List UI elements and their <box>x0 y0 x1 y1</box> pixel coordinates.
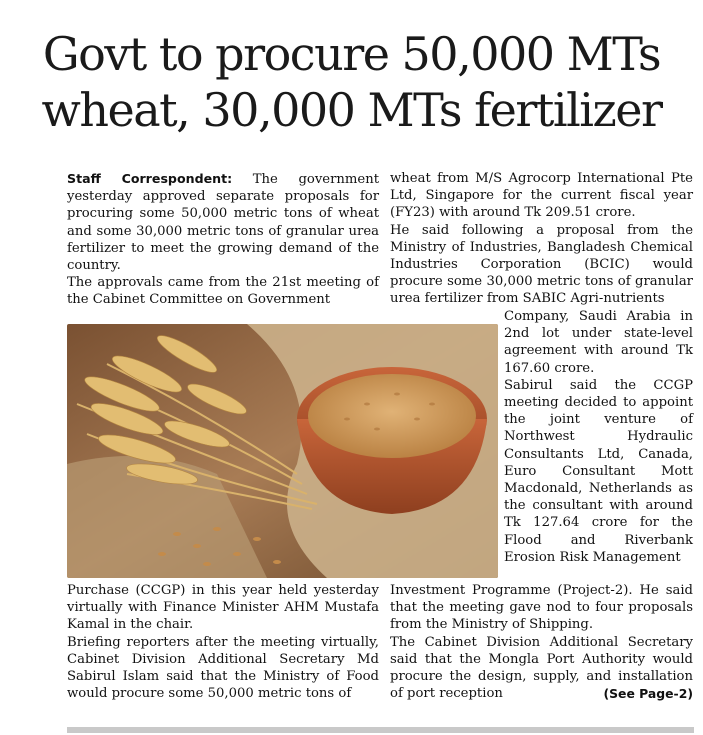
column-2-bottom <box>390 582 693 702</box>
headline <box>0 26 703 138</box>
paragraph-fertilizer-cont: Company, Saudi Arabia in 2nd lot under state-level agreement with around Tk 167.60 crore. <box>504 309 693 376</box>
wheat-bowl-icon <box>67 324 498 578</box>
paragraph-approvals-cont: Purchase (CCGP) in this year held yesterday virtually with Finance Minister AHM Mustafa Kamal in the chair. <box>67 583 379 633</box>
column-1-top <box>67 170 379 309</box>
mongla-text: The Cabinet Division Additional Secretary said that the Mongla Port Authority would procure the design, supply, and installation of port reception <box>390 634 693 702</box>
column-2-top <box>390 170 693 308</box>
see-page-link[interactable]: (See Page-2) <box>603 686 693 702</box>
paragraph-mongla <box>390 634 693 703</box>
headline-line-1: Govt to procure 50,000 MTs <box>42 27 661 81</box>
column-2-beside-photo <box>504 308 693 566</box>
paragraph-briefing: Briefing reporters after the meeting virtually, Cabinet Division Additional Secretary Md Sabirul Islam said that the Ministry of Food would procure some 50,000 metric tons of <box>67 634 379 702</box>
paragraph-approvals-start: The approvals came from the 21st meeting of the Cabinet Committee on Government <box>67 275 379 308</box>
paragraph-consultant: Sabirul said the CCGP meeting decided to appoint the joint venture of Northwest Hydraulic Consultants Ltd, Canada, Euro Consultant Mott Macdonald, Netherlands as the consultant with around Tk 127.64 crore for the Flood and Riverbank Erosion Risk Management <box>504 377 693 565</box>
paragraph-fertilizer-start: He said following a proposal from the Ministry of Industries, Bangladesh Chemical Industries Corporation (BCIC) would procure some 30,000 metric tons of granular urea fertilizer from SABIC Agri-nutrients <box>390 222 693 307</box>
paragraph-wheat-cont: wheat from M/S Agrocorp International Pte Ltd, Singapore for the current fiscal year (FY23) with around Tk 209.51 crore. <box>390 171 693 221</box>
headline-line-2: wheat, 30,000 MTs fertilizer <box>41 83 662 137</box>
bottom-divider <box>67 727 694 733</box>
paragraph-shipping: Investment Programme (Project-2). He said that the meeting gave nod to four proposals from the Ministry of Shipping. <box>390 583 693 633</box>
byline: Staff Correspondent: <box>67 171 233 186</box>
paragraph-intro <box>67 170 379 274</box>
column-1-bottom <box>67 582 379 702</box>
wheat-bowl-photo <box>67 324 498 578</box>
intro-text: The government yesterday approved separate proposals for procuring some 50,000 metric tons of wheat and some 30,000 metric tons of granular urea fertilizer to meet the growing demand of the country. <box>67 172 379 274</box>
